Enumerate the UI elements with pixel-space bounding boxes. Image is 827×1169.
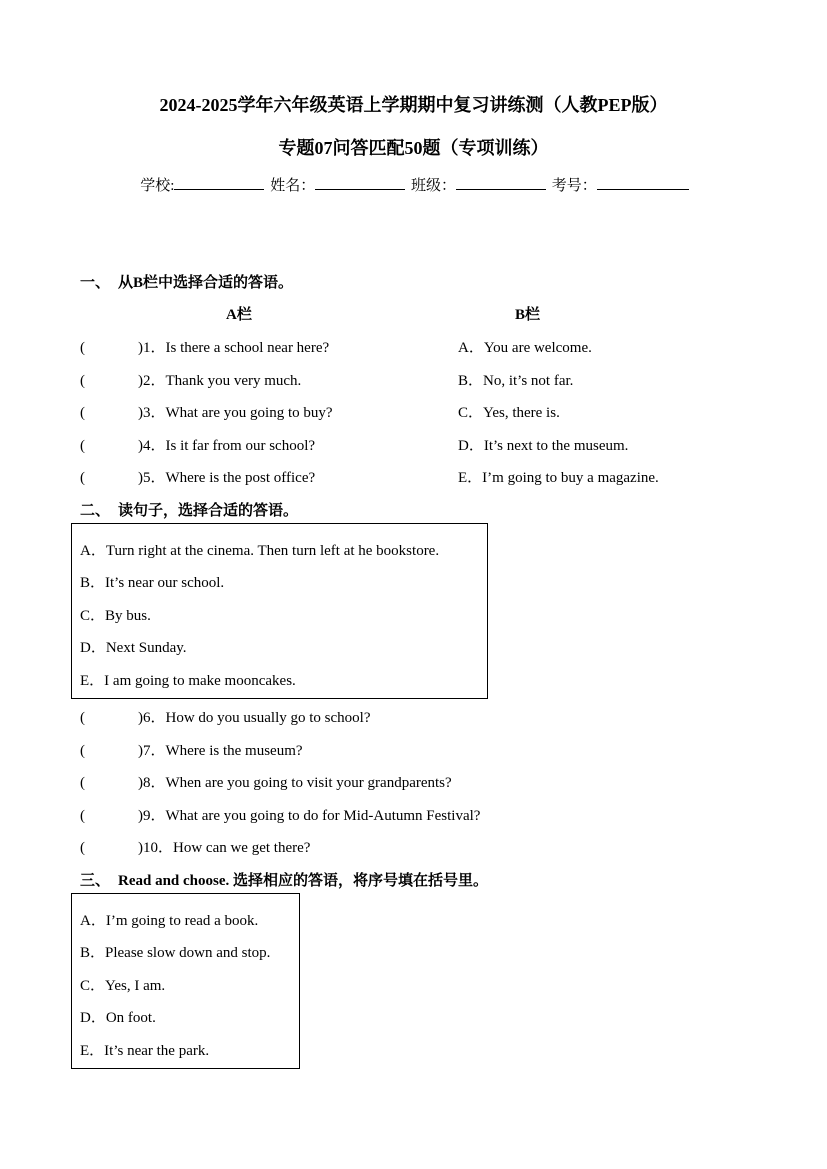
answer-paren[interactable]: ( — [80, 340, 85, 356]
section-3-instruction: Read and choose. 选择相应的答语，将序号填在括号里。 — [118, 873, 489, 889]
answer-paren[interactable]: ( — [80, 405, 85, 421]
answer-paren[interactable]: ( — [80, 743, 85, 759]
section-2-instruction: 读句子，选择合适的答语。 — [118, 503, 299, 519]
section-3-options-box — [71, 893, 300, 1069]
question-row — [80, 706, 370, 727]
question-row — [80, 369, 301, 390]
section-3-number: 三、 — [80, 873, 111, 889]
class-label: 班级： — [410, 178, 456, 194]
page-subtitle: 专题07问答匹配50题（专项训练） — [278, 138, 549, 158]
section-3-heading — [80, 869, 488, 890]
answer-option: D．It’s next to the museum. — [458, 438, 629, 454]
option-item: E．It’s near the park. — [80, 1043, 210, 1059]
section-1-instruction: 从B栏中选择合适的答语。 — [118, 275, 294, 291]
question-text: )10．How can we get there? — [138, 840, 311, 856]
exam-number-label: 考号： — [551, 178, 597, 194]
answer-paren[interactable]: ( — [80, 840, 85, 856]
answer-paren[interactable]: ( — [80, 808, 85, 824]
option-item: A．Turn right at the cinema. Then turn left at he bookstore. — [80, 543, 440, 559]
answer-paren[interactable]: ( — [80, 470, 85, 486]
exam-number-blank[interactable] — [597, 175, 689, 190]
class-blank[interactable] — [456, 175, 546, 190]
name-label: 姓名： — [270, 178, 316, 194]
question-row — [80, 804, 480, 825]
answer-option: A．You are welcome. — [458, 340, 592, 356]
question-row — [80, 836, 310, 857]
question-text: )3．What are you going to buy? — [138, 405, 333, 421]
answer-paren[interactable]: ( — [80, 438, 85, 454]
option-item: E．I am going to make mooncakes. — [80, 673, 296, 689]
name-blank[interactable] — [315, 175, 405, 190]
section-1-number: 一、 — [80, 275, 111, 291]
section-2-number: 二、 — [80, 503, 111, 519]
question-row — [80, 739, 303, 760]
question-row — [80, 336, 329, 357]
question-text: )2．Thank you very much. — [138, 373, 302, 389]
question-row — [80, 771, 452, 792]
question-text: )1．Is there a school near here? — [138, 340, 330, 356]
student-info-line — [0, 174, 827, 195]
question-text: )4．Is it far from our school? — [138, 438, 316, 454]
answer-option: C．Yes, there is. — [458, 405, 560, 421]
answer-paren[interactable]: ( — [80, 710, 85, 726]
question-text: )9．What are you going to do for Mid-Autumn Festival? — [138, 808, 481, 824]
answer-option: E．I’m going to buy a magazine. — [458, 470, 659, 486]
answer-paren[interactable]: ( — [80, 775, 85, 791]
question-row — [80, 401, 333, 422]
answer-paren[interactable]: ( — [80, 373, 85, 389]
question-text: )8．When are you going to visit your grandparents? — [138, 775, 452, 791]
option-item: D．Next Sunday. — [80, 640, 187, 656]
section-2-options-box — [71, 523, 488, 699]
school-label: 学校: — [140, 178, 175, 194]
option-item: C．Yes, I am. — [80, 978, 166, 994]
option-item: D．On foot. — [80, 1010, 156, 1026]
question-text: )7．Where is the museum? — [138, 743, 303, 759]
answer-option: B．No, it’s not far. — [458, 373, 574, 389]
question-text: )5．Where is the post office? — [138, 470, 316, 486]
option-item: A．I’m going to read a book. — [80, 913, 259, 929]
option-item: B．Please slow down and stop. — [80, 945, 271, 961]
section-2-heading — [80, 499, 298, 520]
question-text: )6．How do you usually go to school? — [138, 710, 371, 726]
option-item: B．It’s near our school. — [80, 575, 225, 591]
column-b-header: B栏 — [515, 307, 541, 323]
question-row — [80, 434, 315, 455]
section-1-heading — [80, 271, 293, 292]
page-title: 2024-2025学年六年级英语上学期期中复习讲练测（人教PEP版） — [159, 95, 668, 115]
question-row — [80, 466, 315, 487]
option-item: C．By bus. — [80, 608, 151, 624]
column-a-header: A栏 — [226, 307, 252, 323]
school-blank[interactable] — [174, 175, 264, 190]
